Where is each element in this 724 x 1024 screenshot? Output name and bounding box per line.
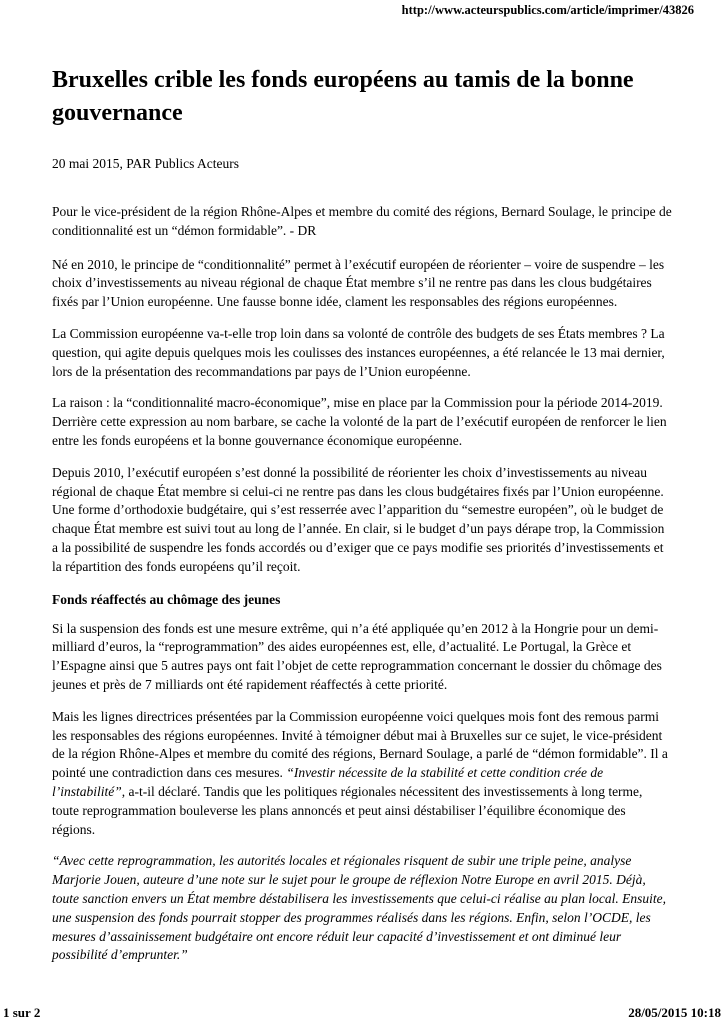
article-paragraph-3: La raison : la “conditionnalité macro-économique”, mise en place par la Commission pour la période 2014-2019. Derrière cette expression au nom barbare, se cache la volonté de la part de l’exécutif européen de renforcer le lien entre les fonds européens et la bonne gouvernance économique européenne.: [52, 395, 667, 448]
print-footer: [3, 1005, 721, 1021]
print-header-url: http://www.acteurspublics.com/article/imprimer/43826: [401, 3, 694, 17]
article-paragraph-2: La Commission européenne va-t-elle trop loin dans sa volonté de contrôle des budgets de ses États membres ? La question, qui agite depuis quelques mois les coulisses des instances européennes, a été relancée le 13 mai dernier, lors de la présentation des recommandations par pays de l’Union européenne.: [52, 325, 665, 379]
article-paragraph-1: Né en 2010, le principe de “conditionnalité” permet à l’exécutif européen de réorienter – voire de suspendre – les choix d’investissements au niveau régional de chaque État membre s’il ne rentre pas dans les clous budgétaires fixés par l’Union européenne. Une fausse bonne idée, clament les responsables des régions européennes.: [52, 256, 665, 310]
article-paragraph-5: Si la suspension des fonds est une mesure extrême, qui n’a été appliquée qu’en 2012 à la Hongrie pour un demi-milliard d’euros, la “reprogrammation” des aides européennes est, elle, d’actualité. Le Portugal, la Grèce et l’Espagne ainsi que 5 autres pays ont fait l’objet de cette reprogrammation concernant le dossier du chômage des jeunes et près de 7 milliards ont été rapidement réaffectés à cette priorité.: [52, 620, 662, 692]
article-paragraph-6: [52, 708, 672, 840]
article-paragraph-4: Depuis 2010, l’exécutif européen s’est donné la possibilité de réorienter les choix d’investissements au niveau régional de chaque État membre si celui-ci ne rentre pas dans les clous budgétaires fixés par l’Union européenne. Une forme d’orthodoxie budgétaire, qui s’est resserrée avec l’apparition du “semestre européen”, où le budget de chaque État membre est suivi tout au long de l’année. En clair, si le budget d’un pays dérape trop, la Commission a la possibilité de suspendre les fonds accordés ou d’exiger que ce pays modifie ses priorités d’investissements et la répartition des fonds européens qu’il reçoit.: [52, 464, 665, 574]
article-title: Bruxelles crible les fonds européens au tamis de la bonne gouvernance: [52, 67, 634, 126]
paragraph-6-text-before: Mais les lignes directrices présentées par la Commission européenne voici quelques mois font des remous parmi les responsables des régions européennes. Invité à témoigner début mai à Bruxelles sur ce sujet, le vice-président de la région Rhône-Alpes et membre du comité des régions, Bernard Soulage, a parlé de “démon formidable”. Il a pointé une contradiction dans ces mesures.: [52, 708, 668, 781]
section-subheading: Fonds réaffectés au chômage des jeunes: [52, 591, 281, 607]
page-number: 1 sur 2: [3, 1005, 41, 1020]
article-quote-paragraph: “Avec cette reprogrammation, les autorités locales et régionales risquent de subir une triple peine, analyse Marjorie Jouen, auteure d’une note sur le sujet pour le groupe de réflexion Notre Europe en avril 2015. Déjà, toute sanction envers un État membre déstabilisera les investissements que celui-ci réalise au plan local. Ensuite, une suspension des fonds pourrait stopper des programmes réalisés dans les régions. Enfin, selon l’OCDE, les mesures d’assainissement budgétaire ont encore réduit leur capacité d’investissement et ont diminué leur possibilité d’emprunter.”: [52, 853, 667, 963]
paragraph-6-inline-quote: “Investir nécessite de la stabilité et cette condition crée de l’instabilité”: [52, 765, 604, 799]
paragraph-6-text-after: , a-t-il déclaré. Tandis que les politiques régionales nécessitent des investissements à long terme, toute reprogrammation bouleverse les plans annoncés et peut ainsi déstabiliser l’équilibre économique des régions.: [52, 783, 643, 837]
article-dateline: 20 mai 2015, PAR Publics Acteurs: [52, 156, 240, 171]
print-datetime: 28/05/2015 10:18: [628, 1005, 721, 1020]
photo-caption: Pour le vice-président de la région Rhône-Alpes et membre du comité des régions, Bernard Soulage, le principe de conditionnalité est un “démon formidable”. - DR: [52, 204, 672, 238]
